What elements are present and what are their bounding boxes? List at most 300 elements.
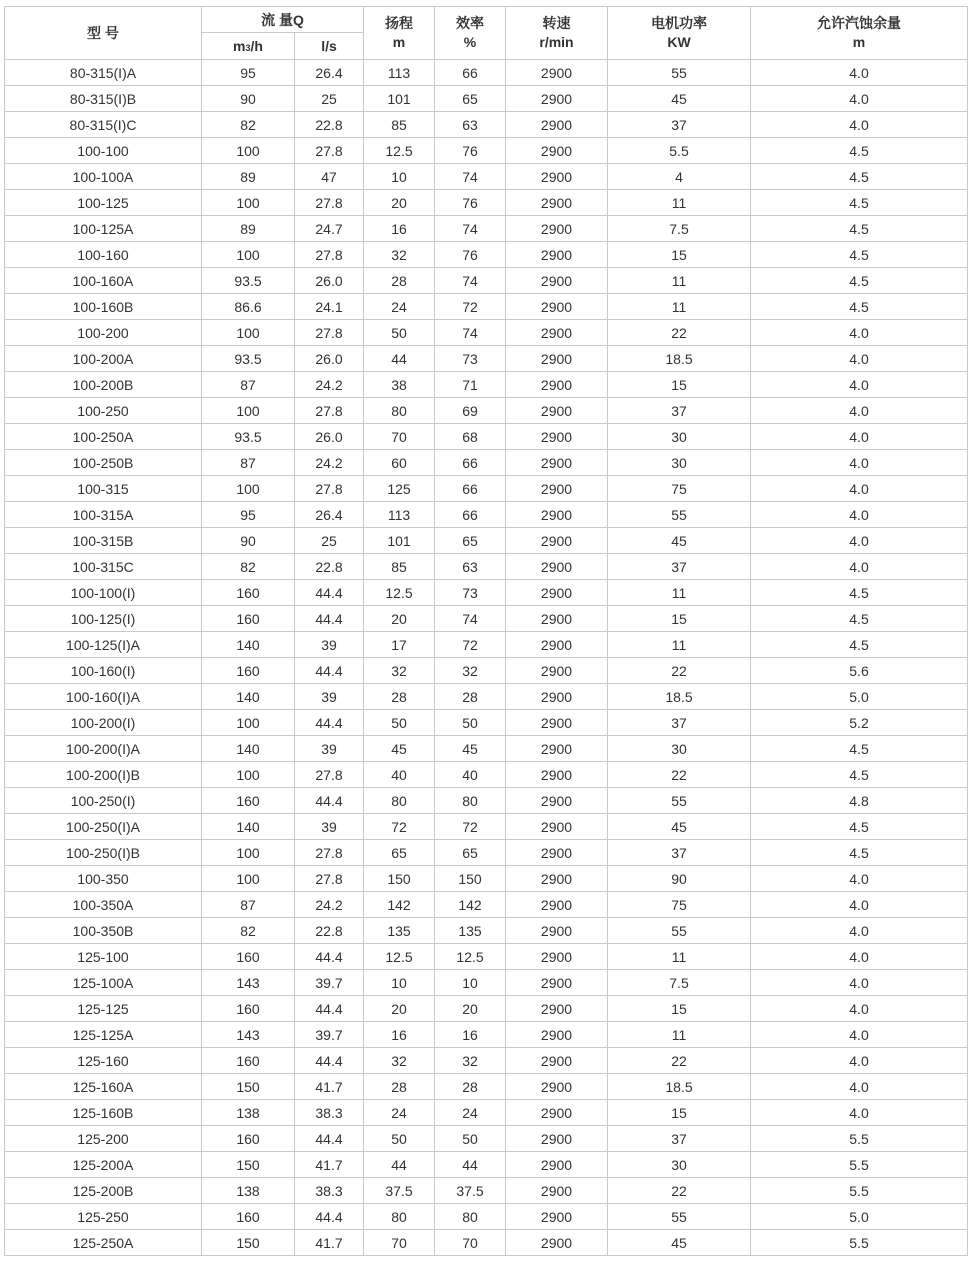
cell-flow-ls: 27.8 [295,476,364,502]
cell-efficiency: 76 [435,242,506,268]
header-head [364,7,435,60]
table-row [5,502,968,528]
cell-npsh: 4.5 [751,606,968,632]
cell-efficiency: 50 [435,710,506,736]
cell-power: 45 [608,1230,751,1256]
cell-flow-m3h: 87 [202,450,295,476]
cell-flow-ls: 44.4 [295,658,364,684]
header-speed-unit: r/min [539,34,574,50]
cell-head: 142 [364,892,435,918]
cell-npsh: 4.0 [751,1074,968,1100]
cell-efficiency: 76 [435,190,506,216]
cell-flow-ls: 26.0 [295,346,364,372]
table-row [5,580,968,606]
table-row [5,1230,968,1256]
cell-speed: 2900 [506,164,608,190]
cell-power: 55 [608,60,751,86]
table-row [5,190,968,216]
cell-power: 45 [608,86,751,112]
cell-model: 100-250(I) [5,788,202,814]
cell-efficiency: 74 [435,606,506,632]
cell-model: 100-350A [5,892,202,918]
cell-flow-m3h: 86.6 [202,294,295,320]
cell-model: 100-250(I)A [5,814,202,840]
cell-speed: 2900 [506,944,608,970]
cell-speed: 2900 [506,814,608,840]
cell-flow-ls: 44.4 [295,606,364,632]
cell-npsh: 4.0 [751,1048,968,1074]
table-row [5,320,968,346]
cell-npsh: 4.0 [751,866,968,892]
cell-npsh: 5.5 [751,1152,968,1178]
cell-model: 100-125 [5,190,202,216]
cell-power: 15 [608,372,751,398]
cell-head: 10 [364,970,435,996]
cell-flow-m3h: 100 [202,710,295,736]
cell-speed: 2900 [506,892,608,918]
cell-efficiency: 32 [435,1048,506,1074]
cell-head: 125 [364,476,435,502]
cell-efficiency: 28 [435,1074,506,1100]
cell-power: 4 [608,164,751,190]
cell-npsh: 4.0 [751,372,968,398]
cell-flow-m3h: 93.5 [202,424,295,450]
cell-efficiency: 74 [435,268,506,294]
cell-efficiency: 10 [435,970,506,996]
cell-flow-m3h: 90 [202,86,295,112]
cell-npsh: 4.0 [751,86,968,112]
cell-power: 55 [608,918,751,944]
cell-npsh: 5.0 [751,1204,968,1230]
cell-speed: 2900 [506,580,608,606]
table-row [5,476,968,502]
cell-flow-ls: 38.3 [295,1100,364,1126]
cell-npsh: 4.0 [751,502,968,528]
cell-npsh: 5.5 [751,1178,968,1204]
cell-flow-ls: 27.8 [295,840,364,866]
cell-speed: 2900 [506,736,608,762]
table-row [5,268,968,294]
cell-model: 125-250 [5,1204,202,1230]
header-npsh-unit: m [852,34,866,50]
cell-model: 100-200A [5,346,202,372]
table-row [5,346,968,372]
cell-efficiency: 16 [435,1022,506,1048]
cell-npsh: 4.8 [751,788,968,814]
cell-speed: 2900 [506,450,608,476]
cell-head: 85 [364,112,435,138]
cell-speed: 2900 [506,320,608,346]
cell-flow-m3h: 100 [202,320,295,346]
cell-flow-m3h: 87 [202,892,295,918]
cell-efficiency: 45 [435,736,506,762]
cell-model: 125-250A [5,1230,202,1256]
cell-power: 11 [608,294,751,320]
cell-flow-ls: 41.7 [295,1230,364,1256]
header-speed-label: 转速 [542,15,571,31]
cell-speed: 2900 [506,1100,608,1126]
cell-npsh: 5.2 [751,710,968,736]
table-row [5,242,968,268]
table-row [5,684,968,710]
cell-power: 22 [608,1178,751,1204]
cell-power: 55 [608,502,751,528]
cell-flow-ls: 27.8 [295,242,364,268]
cell-model: 100-250B [5,450,202,476]
cell-flow-m3h: 138 [202,1100,295,1126]
table-row [5,1152,968,1178]
cell-efficiency: 12.5 [435,944,506,970]
cell-flow-ls: 25 [295,86,364,112]
cell-speed: 2900 [506,788,608,814]
cell-efficiency: 40 [435,762,506,788]
cell-head: 101 [364,86,435,112]
cell-efficiency: 80 [435,1204,506,1230]
cell-npsh: 4.0 [751,398,968,424]
cell-efficiency: 74 [435,320,506,346]
cell-efficiency: 65 [435,86,506,112]
cell-power: 22 [608,320,751,346]
cell-power: 11 [608,580,751,606]
cell-efficiency: 37.5 [435,1178,506,1204]
cell-model: 125-200A [5,1152,202,1178]
cell-model: 125-160 [5,1048,202,1074]
cell-power: 37 [608,840,751,866]
cell-model: 125-200 [5,1126,202,1152]
cell-flow-ls: 44.4 [295,710,364,736]
cell-efficiency: 74 [435,164,506,190]
cell-speed: 2900 [506,1204,608,1230]
cell-flow-m3h: 140 [202,684,295,710]
cell-speed: 2900 [506,840,608,866]
cell-model: 100-160 [5,242,202,268]
cell-power: 37 [608,112,751,138]
cell-npsh: 4.5 [751,190,968,216]
cell-head: 113 [364,502,435,528]
cell-power: 37 [608,554,751,580]
table-row [5,892,968,918]
cell-efficiency: 150 [435,866,506,892]
cell-model: 100-125(I) [5,606,202,632]
cell-speed: 2900 [506,1074,608,1100]
cell-flow-ls: 22.8 [295,112,364,138]
cell-speed: 2900 [506,294,608,320]
table-row [5,1178,968,1204]
cell-flow-m3h: 150 [202,1152,295,1178]
cell-speed: 2900 [506,970,608,996]
cell-head: 28 [364,268,435,294]
table-row [5,1100,968,1126]
cell-flow-ls: 27.8 [295,138,364,164]
cell-efficiency: 24 [435,1100,506,1126]
cell-speed: 2900 [506,554,608,580]
cell-flow-ls: 27.8 [295,866,364,892]
cell-flow-ls: 25 [295,528,364,554]
cell-model: 125-160B [5,1100,202,1126]
cell-flow-ls: 24.7 [295,216,364,242]
cell-npsh: 4.5 [751,216,968,242]
cell-speed: 2900 [506,190,608,216]
cell-head: 85 [364,554,435,580]
table-row [5,814,968,840]
cell-power: 11 [608,268,751,294]
cell-head: 32 [364,1048,435,1074]
cell-model: 100-200(I)A [5,736,202,762]
cell-head: 44 [364,346,435,372]
cell-head: 24 [364,1100,435,1126]
cell-efficiency: 73 [435,346,506,372]
cell-head: 40 [364,762,435,788]
cell-power: 30 [608,450,751,476]
cell-model: 80-315(I)C [5,112,202,138]
cell-model: 100-160(I)A [5,684,202,710]
cell-head: 70 [364,424,435,450]
cell-model: 100-200 [5,320,202,346]
cell-efficiency: 80 [435,788,506,814]
cell-speed: 2900 [506,60,608,86]
cell-head: 24 [364,294,435,320]
cell-head: 80 [364,788,435,814]
cell-head: 135 [364,918,435,944]
cell-flow-m3h: 140 [202,814,295,840]
cell-flow-m3h: 160 [202,996,295,1022]
cell-model: 100-125A [5,216,202,242]
cell-power: 15 [608,996,751,1022]
cell-power: 37 [608,710,751,736]
cell-power: 22 [608,1048,751,1074]
table-row [5,762,968,788]
cell-efficiency: 66 [435,450,506,476]
cell-flow-ls: 41.7 [295,1152,364,1178]
cell-power: 37 [608,1126,751,1152]
cell-npsh: 4.5 [751,814,968,840]
cell-model: 100-160(I) [5,658,202,684]
cell-npsh: 4.0 [751,476,968,502]
table-row [5,710,968,736]
cell-efficiency: 63 [435,112,506,138]
header-flow-m3h: m 3 /h [202,33,295,60]
table-row [5,294,968,320]
cell-npsh: 4.0 [751,320,968,346]
table-row [5,632,968,658]
cell-efficiency: 20 [435,996,506,1022]
cell-model: 125-200B [5,1178,202,1204]
cell-flow-ls: 44.4 [295,996,364,1022]
cell-model: 80-315(I)B [5,86,202,112]
header-efficiency [435,7,506,60]
cell-model: 100-160B [5,294,202,320]
cell-flow-ls: 39 [295,814,364,840]
cell-efficiency: 28 [435,684,506,710]
cell-flow-m3h: 95 [202,502,295,528]
header-efficiency-unit: % [463,34,477,50]
cell-flow-m3h: 160 [202,1204,295,1230]
cell-speed: 2900 [506,112,608,138]
cell-npsh: 4.0 [751,1022,968,1048]
cell-model: 125-125 [5,996,202,1022]
cell-npsh: 5.0 [751,684,968,710]
cell-speed: 2900 [506,684,608,710]
cell-efficiency: 66 [435,60,506,86]
cell-flow-ls: 44.4 [295,1048,364,1074]
cell-flow-ls: 39 [295,632,364,658]
cell-speed: 2900 [506,762,608,788]
cell-power: 7.5 [608,970,751,996]
cell-power: 45 [608,814,751,840]
cell-power: 55 [608,788,751,814]
header-head-unit: m [392,34,406,50]
cell-flow-m3h: 160 [202,1048,295,1074]
cell-model: 100-250(I)B [5,840,202,866]
cell-power: 30 [608,424,751,450]
cell-head: 16 [364,1022,435,1048]
cell-model: 125-160A [5,1074,202,1100]
cell-head: 12.5 [364,138,435,164]
cell-flow-m3h: 150 [202,1074,295,1100]
cell-model: 100-315C [5,554,202,580]
cell-flow-ls: 47 [295,164,364,190]
cell-npsh: 5.6 [751,658,968,684]
header-row [5,7,968,33]
cell-flow-m3h: 140 [202,736,295,762]
header-power-label: 电机功率 [651,15,707,31]
cell-head: 50 [364,320,435,346]
cell-flow-ls: 27.8 [295,190,364,216]
cell-npsh: 4.0 [751,450,968,476]
cell-npsh: 4.5 [751,632,968,658]
cell-speed: 2900 [506,1230,608,1256]
cell-efficiency: 72 [435,294,506,320]
cell-speed: 2900 [506,710,608,736]
cell-efficiency: 65 [435,528,506,554]
cell-model: 100-100(I) [5,580,202,606]
cell-npsh: 4.5 [751,164,968,190]
cell-head: 80 [364,1204,435,1230]
cell-power: 11 [608,632,751,658]
cell-flow-m3h: 100 [202,476,295,502]
cell-flow-m3h: 82 [202,554,295,580]
cell-model: 100-350 [5,866,202,892]
cell-head: 72 [364,814,435,840]
cell-flow-m3h: 82 [202,918,295,944]
cell-head: 70 [364,1230,435,1256]
cell-npsh: 4.5 [751,268,968,294]
cell-head: 37.5 [364,1178,435,1204]
cell-model: 100-100 [5,138,202,164]
cell-npsh: 4.0 [751,970,968,996]
cell-efficiency: 66 [435,476,506,502]
cell-head: 12.5 [364,944,435,970]
cell-head: 150 [364,866,435,892]
cell-power: 5.5 [608,138,751,164]
cell-efficiency: 32 [435,658,506,684]
header-efficiency-label: 效率 [456,15,484,31]
cell-speed: 2900 [506,632,608,658]
cell-power: 11 [608,190,751,216]
cell-flow-m3h: 160 [202,788,295,814]
header-flow: 流 量Q [202,7,364,33]
cell-power: 30 [608,1152,751,1178]
cell-power: 75 [608,892,751,918]
cell-speed: 2900 [506,1126,608,1152]
table-row [5,60,968,86]
cell-power: 37 [608,398,751,424]
header-model: 型 号 [5,7,202,60]
cell-model: 100-200(I)B [5,762,202,788]
header-speed [506,7,608,60]
cell-npsh: 4.5 [751,242,968,268]
cell-npsh: 4.0 [751,424,968,450]
cell-npsh: 4.0 [751,554,968,580]
cell-head: 32 [364,658,435,684]
cell-flow-ls: 44.4 [295,580,364,606]
cell-head: 101 [364,528,435,554]
cell-model: 125-100 [5,944,202,970]
cell-speed: 2900 [506,502,608,528]
cell-flow-ls: 24.2 [295,372,364,398]
cell-head: 20 [364,190,435,216]
table-row [5,86,968,112]
table-row [5,970,968,996]
cell-efficiency: 68 [435,424,506,450]
cell-flow-m3h: 160 [202,658,295,684]
cell-flow-ls: 39 [295,684,364,710]
table-row [5,450,968,476]
cell-power: 15 [608,242,751,268]
cell-flow-ls: 24.2 [295,450,364,476]
cell-efficiency: 135 [435,918,506,944]
cell-power: 15 [608,1100,751,1126]
cell-speed: 2900 [506,996,608,1022]
cell-speed: 2900 [506,86,608,112]
cell-speed: 2900 [506,528,608,554]
cell-head: 113 [364,60,435,86]
cell-head: 60 [364,450,435,476]
cell-head: 38 [364,372,435,398]
cell-head: 50 [364,710,435,736]
cell-speed: 2900 [506,398,608,424]
cell-speed: 2900 [506,346,608,372]
cell-power: 75 [608,476,751,502]
cell-speed: 2900 [506,424,608,450]
cell-flow-ls: 27.8 [295,398,364,424]
cell-efficiency: 76 [435,138,506,164]
cell-flow-ls: 39.7 [295,1022,364,1048]
flow-unit-tail: /h [250,38,263,54]
cell-model: 100-200B [5,372,202,398]
cell-power: 18.5 [608,346,751,372]
flow-unit-base: m [233,38,246,54]
cell-npsh: 4.5 [751,138,968,164]
cell-flow-ls: 27.8 [295,320,364,346]
cell-flow-m3h: 82 [202,112,295,138]
table-row [5,528,968,554]
cell-flow-m3h: 150 [202,1230,295,1256]
cell-efficiency: 73 [435,580,506,606]
cell-npsh: 4.5 [751,840,968,866]
cell-speed: 2900 [506,658,608,684]
cell-speed: 2900 [506,372,608,398]
cell-efficiency: 63 [435,554,506,580]
cell-flow-m3h: 138 [202,1178,295,1204]
cell-model: 125-125A [5,1022,202,1048]
cell-flow-m3h: 89 [202,216,295,242]
table-row [5,944,968,970]
cell-flow-m3h: 160 [202,606,295,632]
cell-speed: 2900 [506,216,608,242]
cell-flow-ls: 44.4 [295,788,364,814]
cell-flow-ls: 26.0 [295,424,364,450]
